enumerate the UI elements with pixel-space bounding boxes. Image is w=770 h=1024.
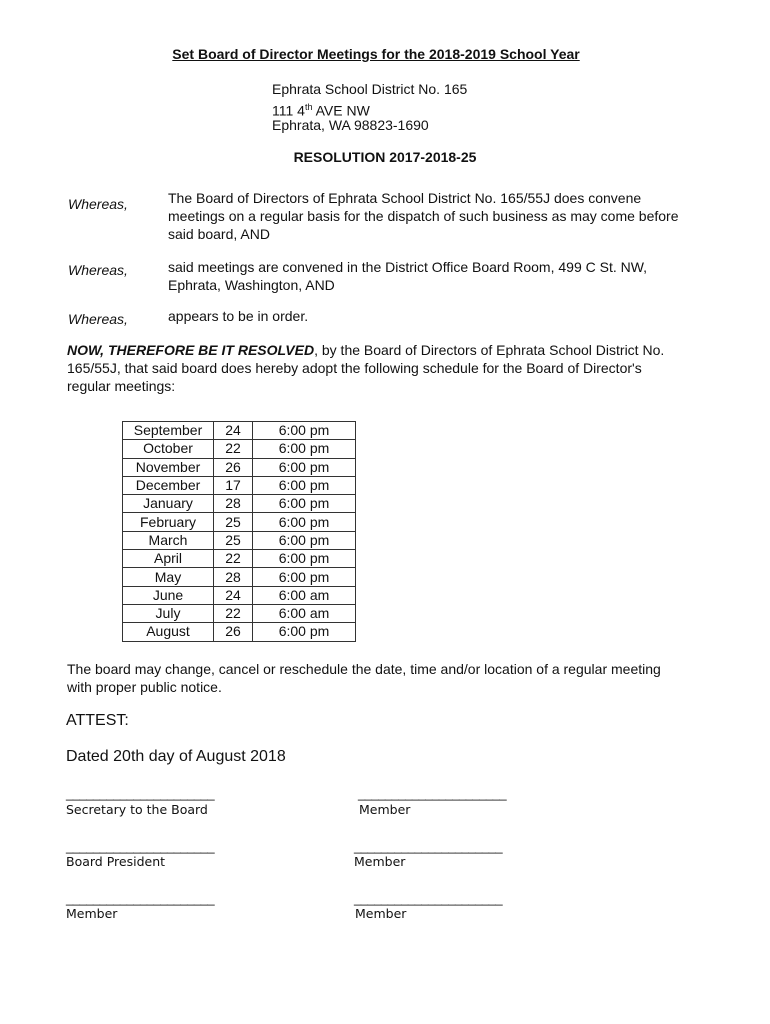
signature-label-member: Member (66, 906, 118, 921)
day-cell: 28 (214, 495, 253, 513)
table-row (123, 568, 356, 586)
month-cell: December (123, 476, 214, 494)
table-row (123, 440, 356, 458)
district-name: Ephrata School District No. 165 (272, 81, 468, 97)
whereas-label: Whereas, (68, 196, 128, 212)
dated-line: Dated 20th day of August 2018 (66, 748, 286, 765)
month-cell: January (123, 495, 214, 513)
signature-line: ______________________ (66, 891, 215, 906)
month-cell: July (123, 604, 214, 622)
month-cell: February (123, 513, 214, 531)
day-cell: 25 (214, 513, 253, 531)
signature-line: ______________________ (66, 786, 215, 801)
time-cell: 6:00 pm (253, 495, 356, 513)
signature-label-president: Board President (66, 854, 166, 869)
month-cell: October (123, 440, 214, 458)
day-cell: 22 (214, 604, 253, 622)
month-cell: September (123, 422, 214, 440)
table-row (123, 476, 356, 494)
whereas-text: The Board of Directors of Ephrata School District No. 165/55J does convene meetings on a regular basis for the dispatch of such business as may come before said board, AND (168, 190, 679, 242)
time-cell: 6:00 pm (253, 531, 356, 549)
time-cell: 6:00 pm (253, 458, 356, 476)
whereas-text: said meetings are convened in the District Office Board Room, 499 C St. NW, Ephrata, Washington, AND (168, 259, 648, 293)
whereas-label: Whereas, (68, 262, 128, 278)
month-cell: November (123, 458, 214, 476)
day-cell: 26 (214, 458, 253, 476)
day-cell: 17 (214, 476, 253, 494)
month-cell: April (123, 550, 214, 568)
time-cell: 6:00 am (253, 586, 356, 604)
signature-line: ______________________ (354, 891, 503, 906)
table-row (123, 586, 356, 604)
month-cell: May (123, 568, 214, 586)
day-cell: 22 (214, 440, 253, 458)
signature-line: ______________________ (354, 839, 503, 854)
day-cell: 24 (214, 422, 253, 440)
time-cell: 6:00 pm (253, 623, 356, 641)
street-ordinal: th (304, 102, 313, 112)
table-row (123, 531, 356, 549)
resolved-lead: NOW, THEREFORE BE IT RESOLVED (67, 342, 315, 358)
attest-label: ATTEST: (66, 712, 129, 729)
month-cell: March (123, 531, 214, 549)
day-cell: 25 (214, 531, 253, 549)
table-row (123, 458, 356, 476)
document-title: Set Board of Director Meetings for the 2018-2019 School Year (172, 46, 580, 62)
day-cell: 22 (214, 550, 253, 568)
day-cell: 24 (214, 586, 253, 604)
time-cell: 6:00 pm (253, 550, 356, 568)
table-row (123, 422, 356, 440)
signature-line: ______________________ (66, 839, 215, 854)
day-cell: 28 (214, 568, 253, 586)
table-row (123, 604, 356, 622)
table-row (123, 550, 356, 568)
time-cell: 6:00 pm (253, 422, 356, 440)
signature-label-secretary: Secretary to the Board (66, 802, 208, 817)
signature-label-member: Member (354, 854, 406, 869)
signature-label-member: Member (355, 906, 407, 921)
time-cell: 6:00 pm (253, 476, 356, 494)
time-cell: 6:00 pm (253, 513, 356, 531)
resolved-text: , by the Board of Directors of Ephrata School District No. 165/55J, that said board does hereby adopt the following schedule for the Board of Director's regular meetings: (67, 342, 665, 394)
resolution-number: RESOLUTION 2017-2018-25 (293, 149, 477, 165)
meeting-schedule-table (122, 421, 356, 642)
street-number: 111 4 (272, 102, 305, 119)
resolved-paragraph (67, 341, 687, 395)
table-row (123, 623, 356, 641)
table-row (123, 495, 356, 513)
street-name: AVE NW (312, 102, 370, 119)
whereas-text: appears to be in order. (168, 308, 309, 324)
signature-label-member: Member (359, 802, 411, 817)
table-row (123, 513, 356, 531)
signature-line: ______________________ (358, 786, 507, 801)
change-notice: The board may change, cancel or reschedule the date, time and/or location of a regular meeting with proper public notice. (67, 661, 661, 695)
time-cell: 6:00 pm (253, 568, 356, 586)
time-cell: 6:00 am (253, 604, 356, 622)
day-cell: 26 (214, 623, 253, 641)
city-state-zip: Ephrata, WA 98823-1690 (272, 117, 429, 133)
whereas-label: Whereas, (68, 311, 128, 327)
time-cell: 6:00 pm (253, 440, 356, 458)
month-cell: June (123, 586, 214, 604)
month-cell: August (123, 623, 214, 641)
